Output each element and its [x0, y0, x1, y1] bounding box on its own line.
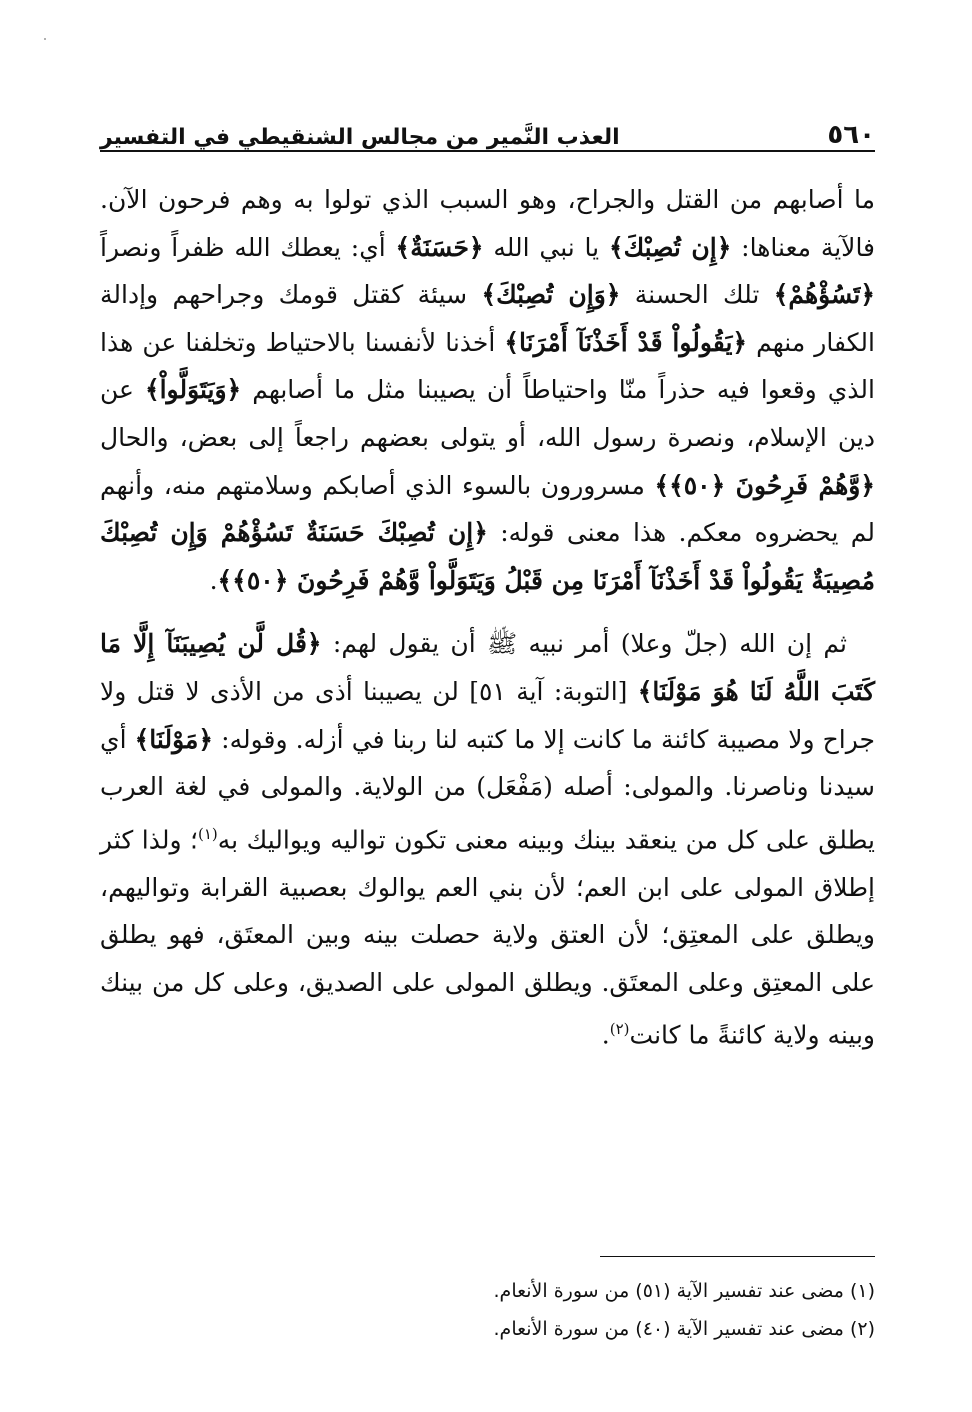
quran-quote: ﴿مَوْلَنَا﴾ [134, 724, 214, 754]
text-run: يا نبي الله [483, 232, 609, 262]
scan-speck [44, 38, 46, 40]
text-run: ما أصابهم من القتل والجراح، وهو السبب الذي تولوا به وهم فرحون الآن. فالآية معناها: [100, 185, 876, 262]
quran-quote: ﴿حَسَنَةٌ﴾ [395, 232, 484, 262]
footnote-rule [600, 1256, 875, 1257]
running-header [100, 104, 875, 150]
quran-verse-block: ﴿إِن تُصِبْكَ حَسَنَةٌ تَسُؤْهُمْ وَإِن تُصِبْكَ مُصِيبَةٌ يَقُولُواْ قَدْ أَخَذْنَآ أَمْرَنَا مِن قَبْلُ وَيَتَوَلَّواْ وَّهُمْ فَرِحُونَ ﴿٥٠﴾﴾ [100, 518, 875, 595]
book-title: العذب النَّمير من مجالس الشنقيطي في التفسير [100, 125, 620, 150]
text-run: . [601, 1020, 610, 1050]
text-run: ثم إن الله (جلّ وعلا) أمر نبيه ﷺ أن يقول لهم: [321, 629, 847, 659]
footnote-2: (٢) مضى عند تفسير الآية (٤٠) من سورة الأنعام. [493, 1318, 875, 1340]
quran-quote: ﴿تَسُؤْهُمْ﴾ [773, 280, 875, 310]
text-run: مسرورون بالسوء الذي أصابكم وسلامتهم منه، وأنهم لم يحضروه معكم. هذا معنى قوله: [100, 470, 875, 548]
main-text [100, 176, 875, 1059]
quran-quote: ﴿قُل لَّن يُصِيبَنَآ إِلَّا مَا كَتَبَ اللَّهُ لَنَا هُوَ مَوْلَنَا﴾ [100, 629, 875, 706]
text-run: سيئة كقتل قومك وجراحهم وإدالة الكفار منهم [100, 280, 875, 357]
text-run: . [209, 565, 218, 595]
quran-quote: ﴿إِن تُصِبْكَ﴾ [608, 232, 732, 262]
text-run: أي سيدنا وناصرنا. والمولى: أصله (مَفْعَل) من الولاية. والمولى في لغة العرب يطلق على كل من ينعقد بينك وبينه معنى تكون تواليه ويواليك به [100, 724, 875, 855]
text-run: تلك الحسنة [620, 280, 774, 310]
text-run: أي: يعطك الله ظفراً ونصراً [100, 232, 396, 262]
quran-quote: ﴿وَإِن تُصِبْكَ﴾ [481, 280, 621, 310]
paragraph-2 [100, 620, 875, 1059]
header-rule [100, 150, 875, 152]
page-number: ٥٦٠ [827, 120, 875, 150]
footnote-ref-2[interactable]: (٢) [609, 1020, 630, 1039]
text-run: [التوبة: آية ٥١] لن يصيبنا أذى من الأذى لا قتل ولا جراح ولا مصيبة كائنة ما كانت إلا ما كتبه لنا ربنا في أزله. وقوله: [100, 676, 876, 754]
footnote-ref-1[interactable]: (١) [197, 824, 218, 843]
footnote-1: (١) مضى عند تفسير الآية (٥١) من سورة الأنعام. [493, 1280, 875, 1302]
quran-quote: ﴿وَّهُمْ فَرِحُونَ ﴿٥٠﴾﴾ [654, 470, 875, 500]
quran-quote: ﴿وَيَتَوَلَّواْ﴾ [144, 375, 242, 405]
quran-quote: ﴿يَقُولُواْ قَدْ أَخَذْنَآ أَمْرَنَا﴾ [504, 327, 748, 357]
text-run: ؛ ولذا كثر إطلاق المولى على ابن العم؛ لأن بني العم يوالوك بعصبية القرابة وتواليهم، ويطلق على المعتِق؛ لأن العتق ولاية حصلت بينه وبين المعتَق، فهو يطلق على المعتِق وعلى المعتَق. ويطلق المولى على الصديق، وعلى كل من بينك وبينه ولاية كائنةً ما كانت [100, 825, 875, 1050]
text-run: عن دين الإسلام، ونصرة رسول الله، أو يتولى بعضهم راجعاً إلى بعض، والحال [100, 375, 875, 452]
text-run: أخذنا لأنفسنا بالاحتياط وتخلفنا عن هذا الذي وقعوا فيه حذراً منّا واحتياطاً أن يصيبنا مثل ما أصابهم [100, 327, 875, 405]
paragraph-1 [100, 176, 875, 604]
footnotes [100, 1272, 875, 1348]
